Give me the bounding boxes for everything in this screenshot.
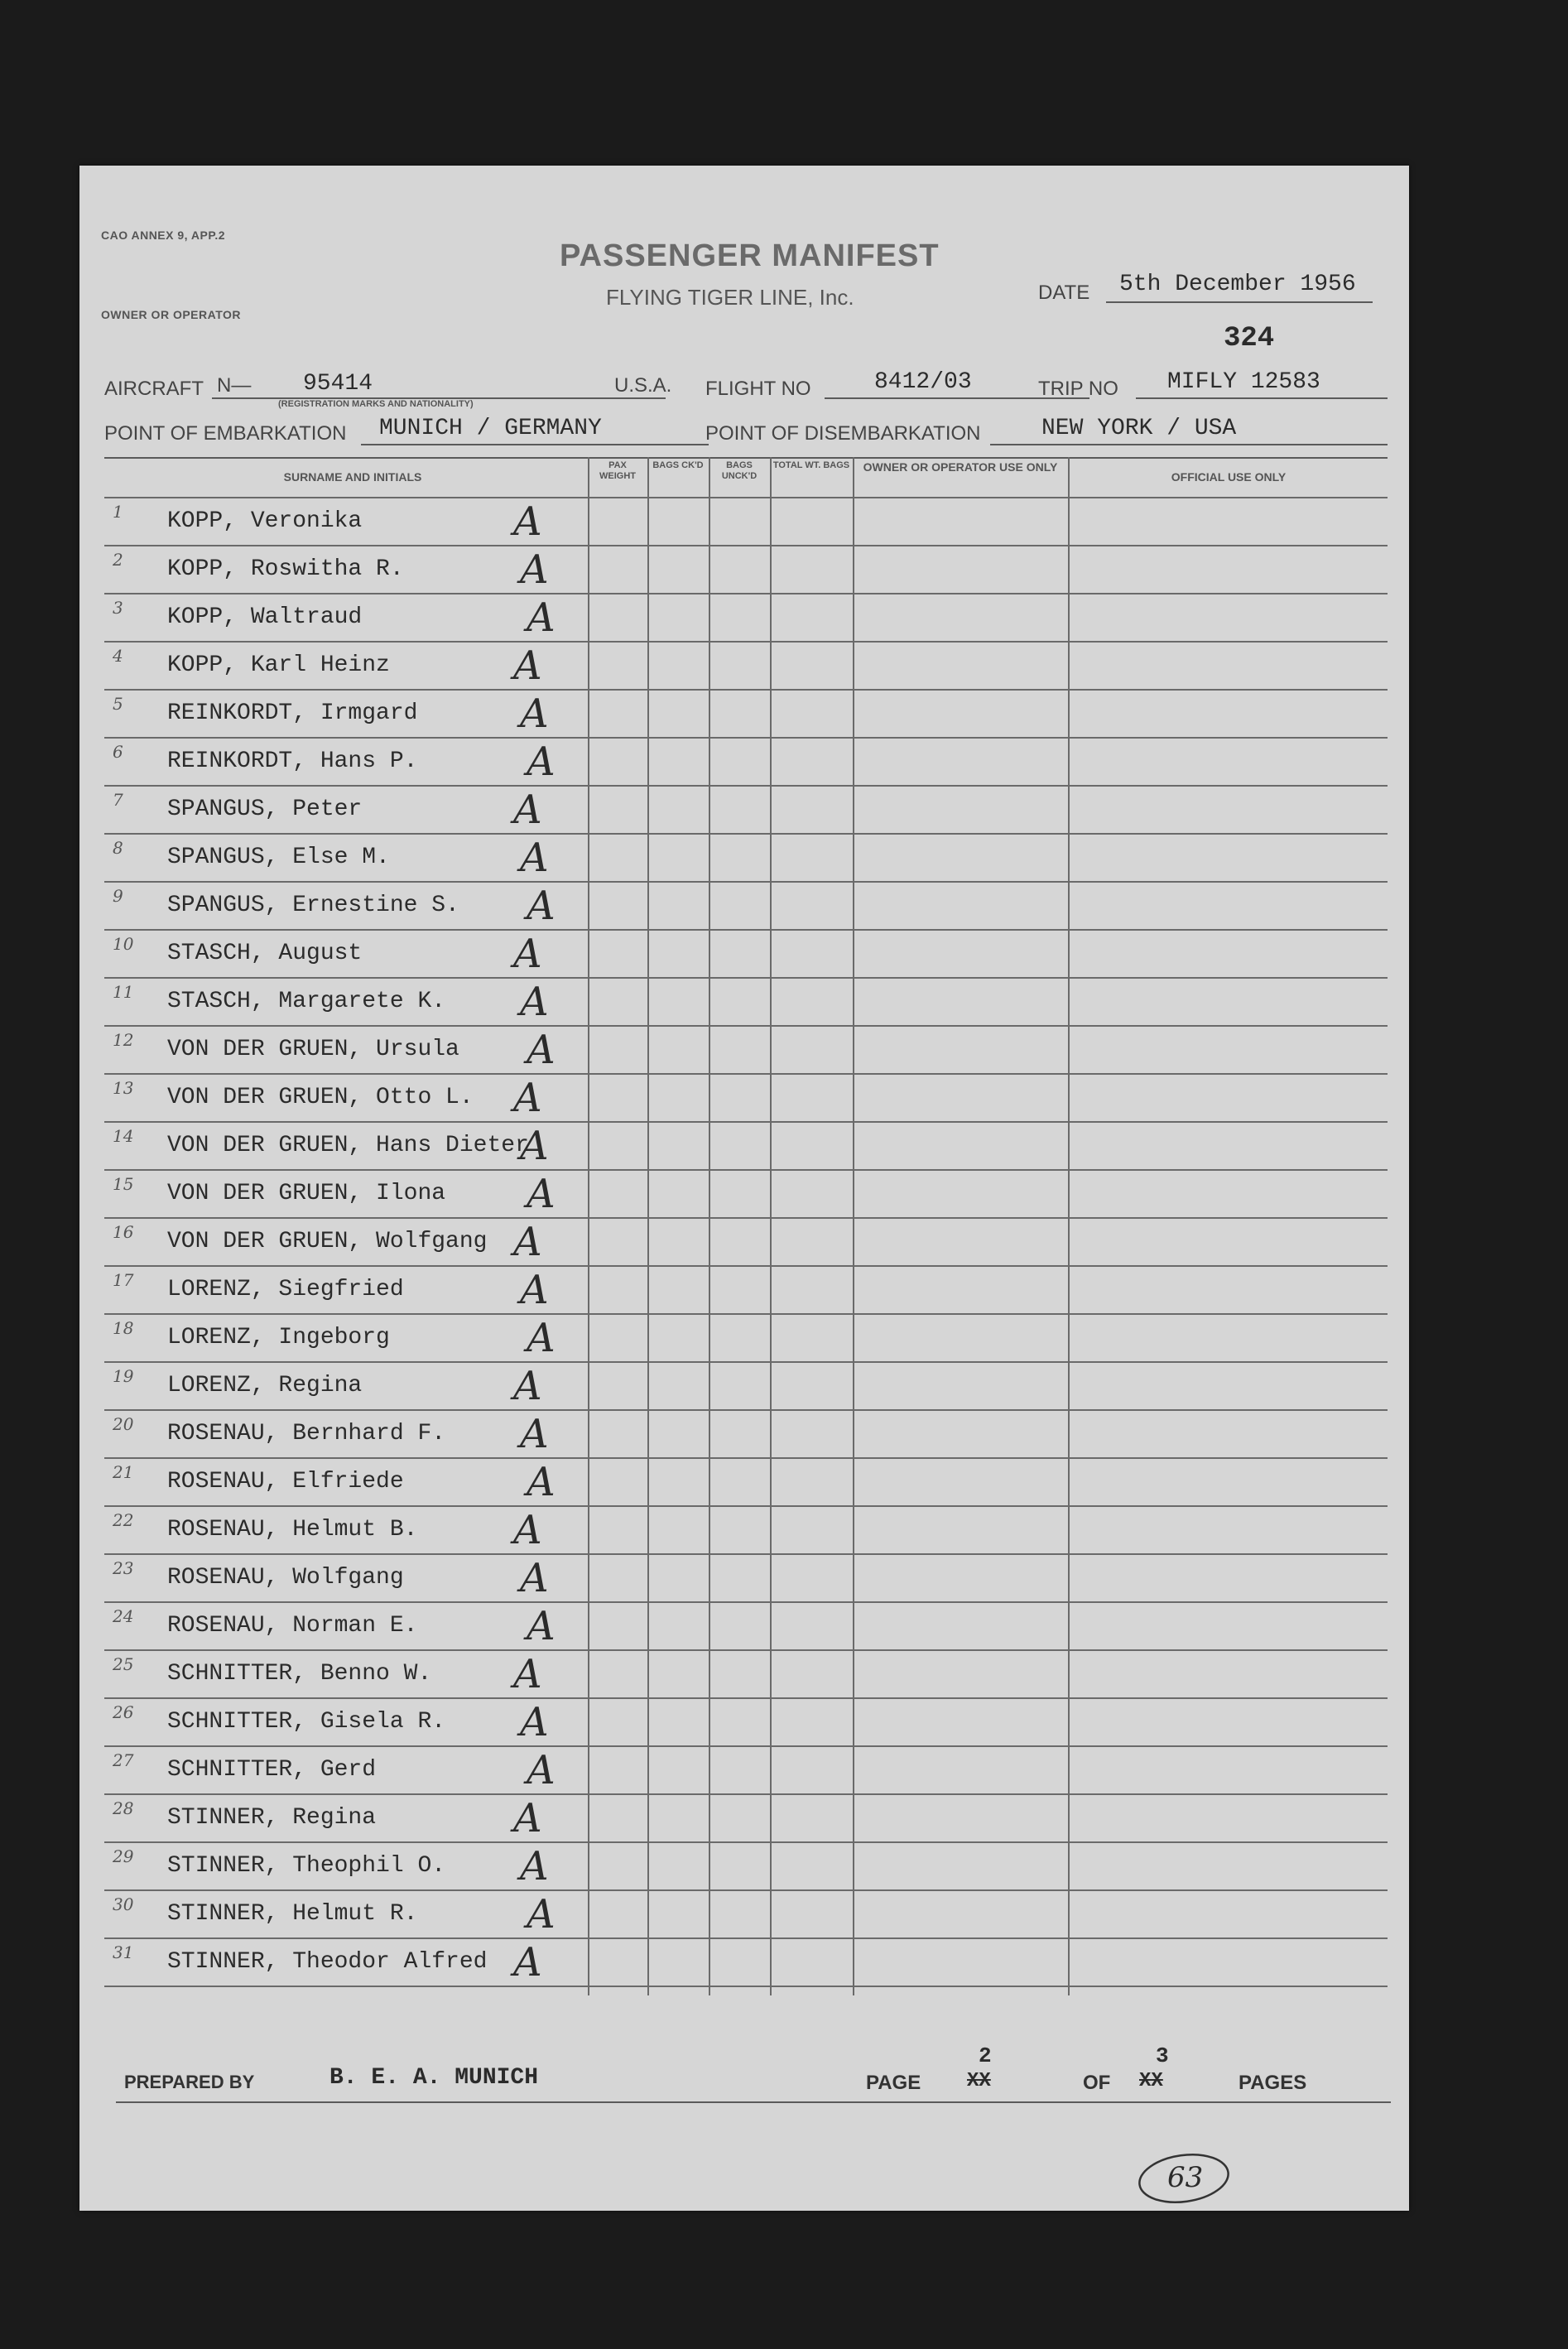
table-row xyxy=(104,977,1388,1027)
row-number: 30 xyxy=(113,1894,134,1914)
passenger-name: SCHNITTER, Gerd xyxy=(167,1757,377,1783)
handwritten-mark: A xyxy=(527,594,556,641)
row-number: 2 xyxy=(113,550,123,570)
row-number: 4 xyxy=(113,646,123,666)
handwritten-mark: A xyxy=(520,1555,549,1601)
passenger-table xyxy=(104,457,1388,1995)
prepared-value: B. E. A. MUNICH xyxy=(329,2065,539,2091)
table-row xyxy=(104,929,1388,979)
table-row xyxy=(104,785,1388,835)
table-row xyxy=(104,1553,1388,1603)
passenger-name: SCHNITTER, Gisela R. xyxy=(167,1709,446,1735)
usa-label: U.S.A. xyxy=(614,374,672,397)
prepared-label: PREPARED BY xyxy=(124,2072,255,2092)
passenger-name: REINKORDT, Hans P. xyxy=(167,749,418,774)
handwritten-mark: A xyxy=(527,1459,556,1505)
trip-value: MIFLY 12583 xyxy=(1167,369,1320,395)
passenger-name: VON DER GRUEN, Hans Dieter xyxy=(167,1133,529,1158)
row-number: 12 xyxy=(113,1030,134,1050)
stamp-number: 63 xyxy=(1167,2161,1204,2194)
document-title: PASSENGER MANIFEST xyxy=(560,238,940,273)
passenger-name: ROSENAU, Helmut B. xyxy=(167,1517,418,1543)
passenger-name: STINNER, Regina xyxy=(167,1805,377,1831)
trip-label: TRIP NO xyxy=(1038,378,1118,400)
row-number: 21 xyxy=(113,1462,134,1482)
col-total-wt: TOTAL WT. BAGS xyxy=(772,460,850,470)
disembark-label: POINT OF DISEMBARKATION xyxy=(705,422,981,445)
page-label: PAGE xyxy=(866,2072,921,2094)
row-number: 6 xyxy=(113,742,123,762)
row-number: 3 xyxy=(113,598,123,618)
handwritten-mark: A xyxy=(513,643,542,689)
row-number: 23 xyxy=(113,1558,134,1578)
passenger-name: ROSENAU, Norman E. xyxy=(167,1613,418,1639)
table-row xyxy=(104,1217,1388,1267)
passenger-name: VON DER GRUEN, Ursula xyxy=(167,1037,459,1062)
aircraft-value: 95414 xyxy=(303,371,373,397)
embark-value: MUNICH / GERMANY xyxy=(379,416,602,441)
handwritten-mark: A xyxy=(513,1075,542,1121)
table-row xyxy=(104,497,1388,546)
passenger-name: SPANGUS, Ernestine S. xyxy=(167,893,459,918)
disembark-underline xyxy=(990,444,1388,445)
passenger-name: KOPP, Roswitha R. xyxy=(167,556,404,582)
table-row xyxy=(104,1025,1388,1075)
passenger-name: STASCH, Margarete K. xyxy=(167,989,446,1014)
handwritten-mark: A xyxy=(520,1123,549,1169)
passenger-name: KOPP, Karl Heinz xyxy=(167,652,390,678)
passenger-name: REINKORDT, Irmgard xyxy=(167,700,418,726)
handwritten-mark: A xyxy=(520,979,549,1025)
table-row xyxy=(104,641,1388,691)
table-row xyxy=(104,1505,1388,1555)
handwritten-mark: A xyxy=(520,835,549,881)
form-code: CAO ANNEX 9, APP.2 xyxy=(101,229,226,242)
pages-label: PAGES xyxy=(1239,2072,1307,2094)
row-number: 14 xyxy=(113,1126,134,1146)
handwritten-mark: A xyxy=(520,1843,549,1889)
passenger-name: VON DER GRUEN, Ilona xyxy=(167,1181,446,1206)
handwritten-mark: A xyxy=(520,1699,549,1745)
passenger-name: STINNER, Theodor Alfred xyxy=(167,1949,488,1975)
handwritten-mark: A xyxy=(513,1939,542,1986)
passenger-name: ROSENAU, Wolfgang xyxy=(167,1565,404,1591)
handwritten-mark: A xyxy=(527,1747,556,1793)
handwritten-mark: A xyxy=(527,1027,556,1073)
aircraft-sub: (REGISTRATION MARKS AND NATIONALITY) xyxy=(278,399,474,409)
row-number: 27 xyxy=(113,1750,134,1770)
passenger-name: LORENZ, Ingeborg xyxy=(167,1325,390,1350)
passenger-name: SCHNITTER, Benno W. xyxy=(167,1661,432,1687)
sheet-number: 324 xyxy=(1224,323,1275,354)
table-row xyxy=(104,1793,1388,1843)
row-number: 15 xyxy=(113,1174,134,1194)
handwritten-mark: A xyxy=(513,1363,542,1409)
of-struck: XX xyxy=(1139,2070,1163,2092)
row-number: 31 xyxy=(113,1942,134,1962)
table-row xyxy=(104,593,1388,643)
passenger-name: SPANGUS, Peter xyxy=(167,797,363,822)
passenger-name: STASCH, August xyxy=(167,941,363,966)
passenger-name: VON DER GRUEN, Wolfgang xyxy=(167,1229,488,1254)
footer-rule xyxy=(116,2101,1391,2103)
disembark-value: NEW YORK / USA xyxy=(1041,416,1237,441)
row-number: 29 xyxy=(113,1846,134,1866)
circled-stamp xyxy=(1134,2149,1234,2207)
handwritten-mark: A xyxy=(513,1507,542,1553)
table-row xyxy=(104,1889,1388,1939)
row-number: 26 xyxy=(113,1702,134,1722)
passenger-name: STINNER, Helmut R. xyxy=(167,1901,418,1927)
handwritten-mark: A xyxy=(513,931,542,977)
row-number: 18 xyxy=(113,1318,134,1338)
passenger-name: KOPP, Waltraud xyxy=(167,604,363,630)
of-label: OF xyxy=(1083,2072,1111,2094)
flight-value: 8412/03 xyxy=(874,369,972,395)
row-number: 25 xyxy=(113,1654,134,1674)
row-number: 7 xyxy=(113,790,123,810)
row-number: 16 xyxy=(113,1222,134,1242)
row-number: 5 xyxy=(113,694,123,714)
table-row xyxy=(104,737,1388,787)
flight-label: FLIGHT NO xyxy=(705,378,811,400)
row-number: 1 xyxy=(113,502,123,522)
date-value: 5th December 1956 xyxy=(1119,272,1356,297)
handwritten-mark: A xyxy=(527,1891,556,1937)
row-number: 10 xyxy=(113,934,134,954)
table-header-row xyxy=(104,457,1388,498)
passenger-name: ROSENAU, Elfriede xyxy=(167,1469,404,1495)
table-row xyxy=(104,545,1388,594)
handwritten-mark: A xyxy=(513,1795,542,1841)
table-row xyxy=(104,833,1388,883)
manifest-sheet xyxy=(79,166,1409,2211)
handwritten-mark: A xyxy=(520,691,549,737)
row-number: 9 xyxy=(113,886,123,906)
trip-underline xyxy=(1136,397,1388,399)
table-row xyxy=(104,1265,1388,1315)
col-owner-use: OWNER OR OPERATOR USE ONLY xyxy=(863,460,1058,474)
handwritten-mark: A xyxy=(513,787,542,833)
handwritten-mark: A xyxy=(527,1603,556,1649)
row-number: 8 xyxy=(113,838,123,858)
passenger-name: ROSENAU, Bernhard F. xyxy=(167,1421,446,1446)
col-pax-weight: PAX WEIGHT xyxy=(599,460,636,481)
aircraft-label: AIRCRAFT xyxy=(104,378,204,400)
passenger-name: VON DER GRUEN, Otto L. xyxy=(167,1085,474,1110)
handwritten-mark: A xyxy=(513,498,542,545)
operator-name: FLYING TIGER LINE, Inc. xyxy=(606,285,854,310)
row-number: 11 xyxy=(113,982,134,1002)
table-row xyxy=(104,689,1388,739)
table-row xyxy=(104,1409,1388,1459)
handwritten-mark: A xyxy=(527,1171,556,1217)
table-row xyxy=(104,1649,1388,1699)
table-row xyxy=(104,1313,1388,1363)
passenger-name: SPANGUS, Else M. xyxy=(167,845,390,870)
handwritten-mark: A xyxy=(520,1267,549,1313)
row-number: 20 xyxy=(113,1414,134,1434)
date-label: DATE xyxy=(1038,282,1090,304)
table-row xyxy=(104,1841,1388,1891)
table-row xyxy=(104,1169,1388,1219)
embark-underline xyxy=(361,444,709,445)
handwritten-mark: A xyxy=(520,546,549,593)
date-underline xyxy=(1106,301,1373,303)
row-number: 19 xyxy=(113,1366,134,1386)
passenger-name: KOPP, Veronika xyxy=(167,508,363,534)
table-row xyxy=(104,1601,1388,1651)
aircraft-prefix: N— xyxy=(217,374,252,397)
table-row xyxy=(104,1697,1388,1747)
handwritten-mark: A xyxy=(513,1651,542,1697)
passenger-name: LORENZ, Siegfried xyxy=(167,1277,404,1302)
table-row xyxy=(104,1073,1388,1123)
row-number: 17 xyxy=(113,1270,134,1290)
col-surname: SURNAME AND INITIALS xyxy=(283,470,422,484)
handwritten-mark: A xyxy=(520,1411,549,1457)
passenger-name: STINNER, Theophil O. xyxy=(167,1853,446,1879)
table-row xyxy=(104,1121,1388,1171)
table-row xyxy=(104,1937,1388,1987)
passenger-name: LORENZ, Regina xyxy=(167,1373,363,1398)
col-bags-unckd: BAGS UNCK'D xyxy=(721,460,758,481)
handwritten-mark: A xyxy=(513,1219,542,1265)
table-row xyxy=(104,1361,1388,1411)
handwritten-mark: A xyxy=(527,739,556,785)
page-number: 2 xyxy=(979,2043,992,2068)
table-row xyxy=(104,1457,1388,1507)
table-row xyxy=(104,881,1388,931)
col-official-use: OFFICIAL USE ONLY xyxy=(1171,470,1287,484)
owner-label: OWNER OR OPERATOR xyxy=(101,308,241,321)
handwritten-mark: A xyxy=(527,1315,556,1361)
row-number: 22 xyxy=(113,1510,134,1530)
page-struck: XX xyxy=(967,2070,991,2092)
col-bags-ckd: BAGS CK'D xyxy=(652,460,704,470)
of-number: 3 xyxy=(1156,2043,1169,2068)
row-number: 28 xyxy=(113,1798,134,1818)
row-number: 13 xyxy=(113,1078,134,1098)
embark-label: POINT OF EMBARKATION xyxy=(104,422,347,445)
row-number: 24 xyxy=(113,1606,134,1626)
table-row xyxy=(104,1745,1388,1795)
handwritten-mark: A xyxy=(527,883,556,929)
